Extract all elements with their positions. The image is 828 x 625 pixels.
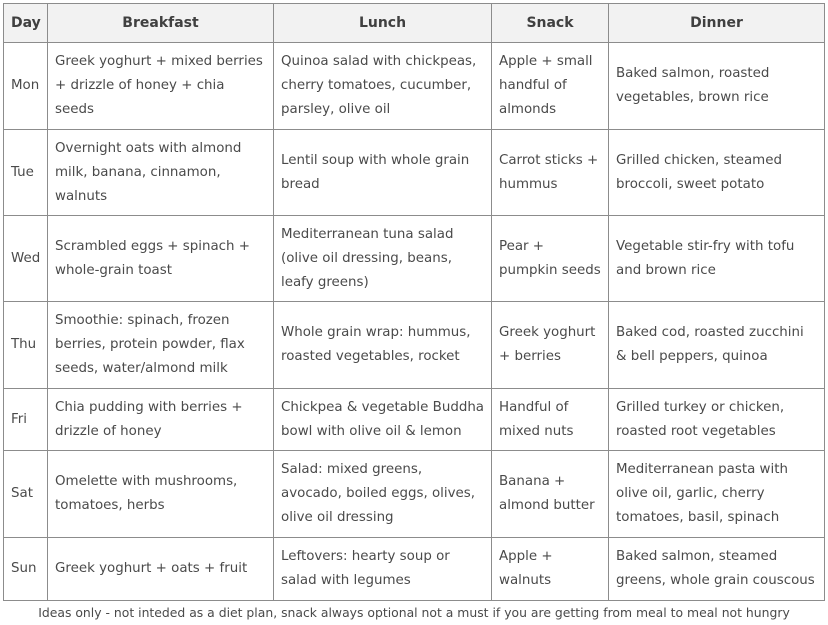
dinner-cell: Vegetable stir-fry with tofu and brown rice	[609, 216, 825, 302]
lunch-cell: Quinoa salad with chickpeas, cherry tomatoes, cucumber, parsley, olive oil	[274, 43, 492, 130]
snack-cell: Pear + pumpkin seeds	[492, 216, 609, 302]
breakfast-cell: Omelette with mushrooms, tomatoes, herbs	[48, 451, 274, 538]
day-cell: Thu	[4, 302, 48, 389]
day-cell: Mon	[4, 43, 48, 130]
dinner-cell: Grilled turkey or chicken, roasted root vegetables	[609, 389, 825, 451]
table-row	[4, 389, 825, 451]
meal-plan-table	[3, 3, 825, 601]
dinner-cell: Baked salmon, steamed greens, whole grain couscous	[609, 538, 825, 601]
header-snack: Snack	[492, 4, 609, 43]
table-row	[4, 130, 825, 216]
header-breakfast: Breakfast	[48, 4, 274, 43]
day-cell: Tue	[4, 130, 48, 216]
snack-cell: Handful of mixed nuts	[492, 389, 609, 451]
lunch-cell: Leftovers: hearty soup or salad with legumes	[274, 538, 492, 601]
snack-cell: Apple + walnuts	[492, 538, 609, 601]
lunch-cell: Salad: mixed greens, avocado, boiled eggs, olives, olive oil dressing	[274, 451, 492, 538]
breakfast-cell: Overnight oats with almond milk, banana, cinnamon, walnuts	[48, 130, 274, 216]
snack-cell: Apple + small handful of almonds	[492, 43, 609, 130]
day-cell: Wed	[4, 216, 48, 302]
day-cell: Sat	[4, 451, 48, 538]
lunch-cell: Chickpea & vegetable Buddha bowl with olive oil & lemon	[274, 389, 492, 451]
breakfast-cell: Greek yoghurt + oats + fruit	[48, 538, 274, 601]
table-row	[4, 451, 825, 538]
table-row	[4, 538, 825, 601]
dinner-cell: Baked cod, roasted zucchini & bell peppers, quinoa	[609, 302, 825, 389]
lunch-cell: Lentil soup with whole grain bread	[274, 130, 492, 216]
snack-cell: Carrot sticks + hummus	[492, 130, 609, 216]
lunch-cell: Whole grain wrap: hummus, roasted vegetables, rocket	[274, 302, 492, 389]
day-cell: Sun	[4, 538, 48, 601]
dinner-cell: Baked salmon, roasted vegetables, brown rice	[609, 43, 825, 130]
breakfast-cell: Chia pudding with berries + drizzle of honey	[48, 389, 274, 451]
lunch-cell: Mediterranean tuna salad (olive oil dressing, beans, leafy greens)	[274, 216, 492, 302]
header-dinner: Dinner	[609, 4, 825, 43]
snack-cell: Banana + almond butter	[492, 451, 609, 538]
dinner-cell: Mediterranean pasta with olive oil, garlic, cherry tomatoes, basil, spinach	[609, 451, 825, 538]
dinner-cell: Grilled chicken, steamed broccoli, sweet potato	[609, 130, 825, 216]
snack-cell: Greek yoghurt + berries	[492, 302, 609, 389]
day-cell: Fri	[4, 389, 48, 451]
header-lunch: Lunch	[274, 4, 492, 43]
header-row	[4, 4, 825, 43]
table-row	[4, 302, 825, 389]
table-row	[4, 43, 825, 130]
breakfast-cell: Scrambled eggs + spinach + whole-grain toast	[48, 216, 274, 302]
table-row	[4, 216, 825, 302]
header-day: Day	[4, 4, 48, 43]
footnote: Ideas only - not inteded as a diet plan, snack always optional not a must if you are getting from meal to meal not hungry	[38, 605, 790, 620]
breakfast-cell: Smoothie: spinach, frozen berries, protein powder, flax seeds, water/almond milk	[48, 302, 274, 389]
breakfast-cell: Greek yoghurt + mixed berries + drizzle of honey + chia seeds	[48, 43, 274, 130]
